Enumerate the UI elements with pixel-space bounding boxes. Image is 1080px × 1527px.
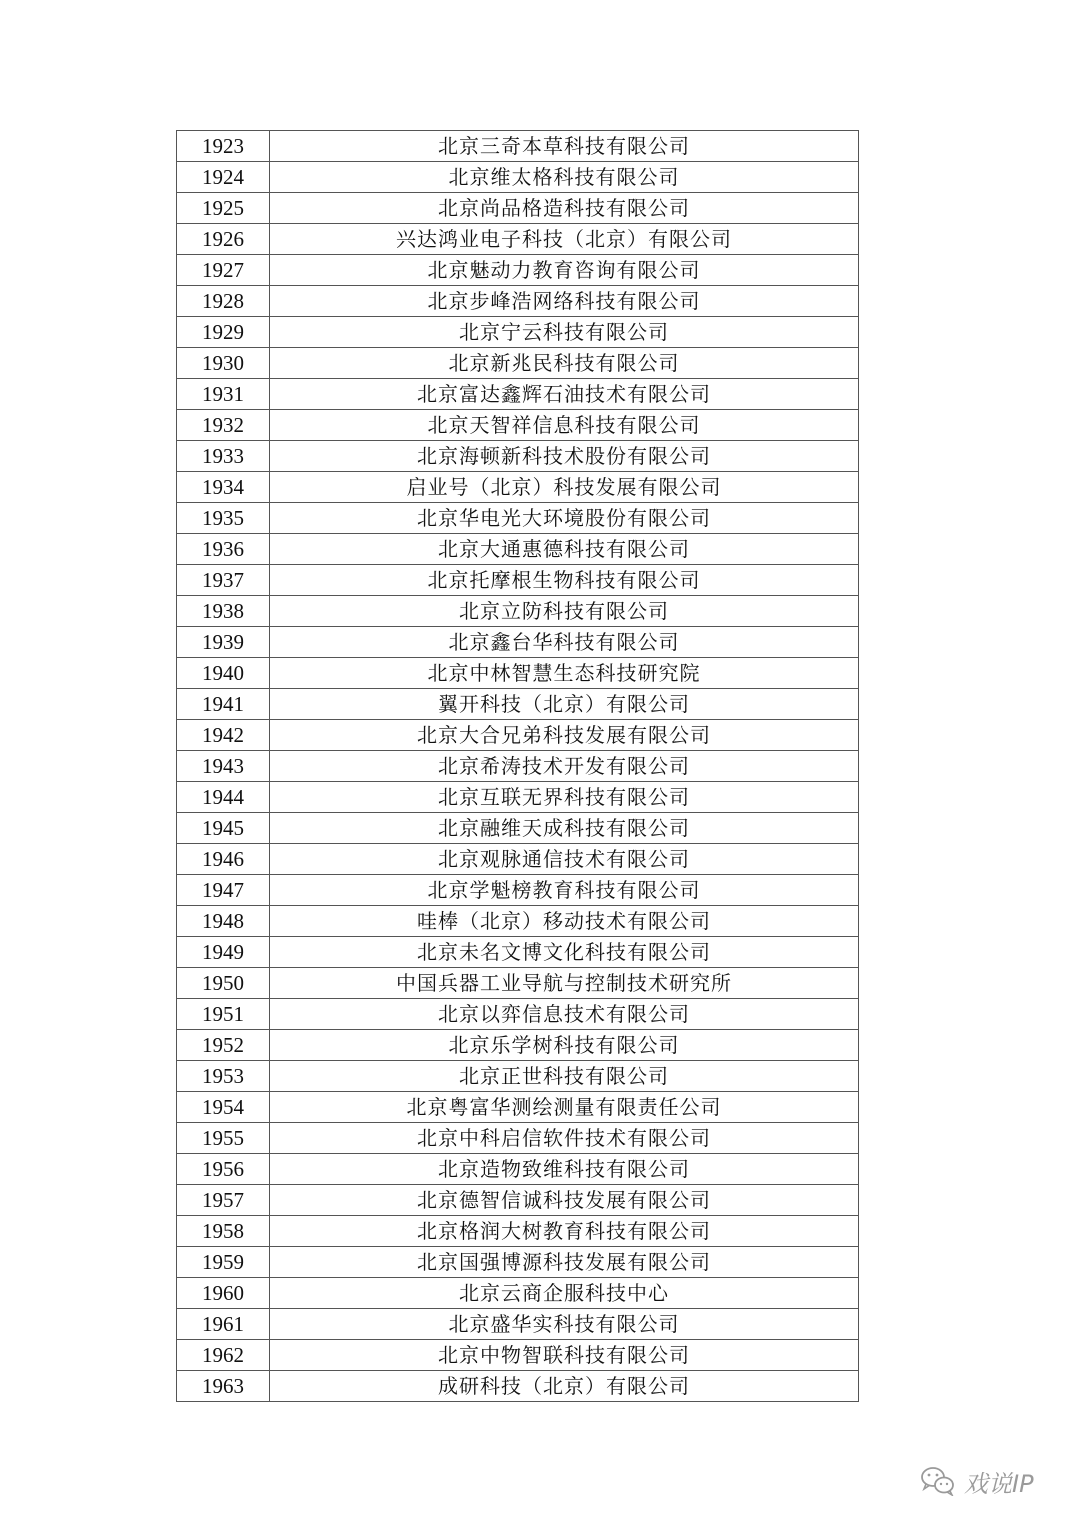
- row-number-cell: 1933: [177, 441, 270, 472]
- table-row: [177, 503, 859, 534]
- table-row: [177, 1247, 859, 1278]
- table-row: [177, 131, 859, 162]
- row-number-cell: 1926: [177, 224, 270, 255]
- table-row: [177, 844, 859, 875]
- company-name-cell: 北京格润大树教育科技有限公司: [270, 1216, 859, 1247]
- company-name-cell: 北京大通惠德科技有限公司: [270, 534, 859, 565]
- row-number-cell: 1942: [177, 720, 270, 751]
- company-name-cell: 北京大合兄弟科技发展有限公司: [270, 720, 859, 751]
- watermark-text: 戏说IP: [964, 1469, 1034, 1498]
- row-number-cell: 1925: [177, 193, 270, 224]
- row-number-cell: 1953: [177, 1061, 270, 1092]
- row-number-cell: 1949: [177, 937, 270, 968]
- table-row: [177, 1278, 859, 1309]
- row-number-cell: 1954: [177, 1092, 270, 1123]
- row-number-cell: 1944: [177, 782, 270, 813]
- table-row: [177, 627, 859, 658]
- company-name-cell: 北京立防科技有限公司: [270, 596, 859, 627]
- row-number-cell: 1937: [177, 565, 270, 596]
- table-row: [177, 1061, 859, 1092]
- row-number-cell: 1956: [177, 1154, 270, 1185]
- row-number-cell: 1959: [177, 1247, 270, 1278]
- table-row: [177, 1092, 859, 1123]
- row-number-cell: 1927: [177, 255, 270, 286]
- table-row: [177, 1185, 859, 1216]
- table-row: [177, 162, 859, 193]
- company-name-cell: 北京鑫台华科技有限公司: [270, 627, 859, 658]
- company-name-cell: 北京国强博源科技发展有限公司: [270, 1247, 859, 1278]
- company-name-cell: 北京造物致维科技有限公司: [270, 1154, 859, 1185]
- row-number-cell: 1941: [177, 689, 270, 720]
- row-number-cell: 1943: [177, 751, 270, 782]
- row-number-cell: 1963: [177, 1371, 270, 1402]
- company-name-cell: 北京天智祥信息科技有限公司: [270, 410, 859, 441]
- company-name-cell: 北京中林智慧生态科技研究院: [270, 658, 859, 689]
- company-name-cell: 北京三奇本草科技有限公司: [270, 131, 859, 162]
- company-name-cell: 北京以弈信息技术有限公司: [270, 999, 859, 1030]
- row-number-cell: 1958: [177, 1216, 270, 1247]
- company-name-cell: 北京海顿新科技术股份有限公司: [270, 441, 859, 472]
- table-row: [177, 1123, 859, 1154]
- company-name-cell: 北京粤富华测绘测量有限责任公司: [270, 1092, 859, 1123]
- row-number-cell: 1950: [177, 968, 270, 999]
- watermark: [920, 1461, 1034, 1501]
- row-number-cell: 1939: [177, 627, 270, 658]
- company-name-cell: 北京宁云科技有限公司: [270, 317, 859, 348]
- row-number-cell: 1946: [177, 844, 270, 875]
- row-number-cell: 1924: [177, 162, 270, 193]
- row-number-cell: 1945: [177, 813, 270, 844]
- table-row: [177, 658, 859, 689]
- table-row: [177, 565, 859, 596]
- row-number-cell: 1928: [177, 286, 270, 317]
- table-row: [177, 813, 859, 844]
- company-name-cell: 北京托摩根生物科技有限公司: [270, 565, 859, 596]
- table-row: [177, 1216, 859, 1247]
- table-row: [177, 441, 859, 472]
- table-row: [177, 348, 859, 379]
- company-name-cell: 北京魅动力教育咨询有限公司: [270, 255, 859, 286]
- company-name-cell: 北京观脉通信技术有限公司: [270, 844, 859, 875]
- table-row: [177, 782, 859, 813]
- company-name-cell: 北京德智信诚科技发展有限公司: [270, 1185, 859, 1216]
- table-row: [177, 224, 859, 255]
- company-name-cell: 北京中科启信软件技术有限公司: [270, 1123, 859, 1154]
- table-row: [177, 875, 859, 906]
- company-name-cell: 北京互联无界科技有限公司: [270, 782, 859, 813]
- row-number-cell: 1955: [177, 1123, 270, 1154]
- table-row: [177, 379, 859, 410]
- company-name-cell: 北京中物智联科技有限公司: [270, 1340, 859, 1371]
- table-row: [177, 255, 859, 286]
- table-row: [177, 472, 859, 503]
- company-name-cell: 北京富达鑫辉石油技术有限公司: [270, 379, 859, 410]
- table-row: [177, 1371, 859, 1402]
- company-name-cell: 中国兵器工业导航与控制技术研究所: [270, 968, 859, 999]
- company-list-table: [176, 130, 859, 1402]
- company-name-cell: 北京维太格科技有限公司: [270, 162, 859, 193]
- company-name-cell: 北京乐学树科技有限公司: [270, 1030, 859, 1061]
- company-name-cell: 北京华电光大环境股份有限公司: [270, 503, 859, 534]
- table-row: [177, 1154, 859, 1185]
- row-number-cell: 1931: [177, 379, 270, 410]
- table-row: [177, 937, 859, 968]
- table-body: [177, 131, 859, 1402]
- row-number-cell: 1932: [177, 410, 270, 441]
- row-number-cell: 1936: [177, 534, 270, 565]
- table-row: [177, 720, 859, 751]
- row-number-cell: 1935: [177, 503, 270, 534]
- company-name-cell: 成研科技（北京）有限公司: [270, 1371, 859, 1402]
- company-name-cell: 北京学魁榜教育科技有限公司: [270, 875, 859, 906]
- table-row: [177, 968, 859, 999]
- row-number-cell: 1957: [177, 1185, 270, 1216]
- company-name-cell: 北京尚品格造科技有限公司: [270, 193, 859, 224]
- company-name-cell: 北京希涛技术开发有限公司: [270, 751, 859, 782]
- table-row: [177, 1309, 859, 1340]
- table-row: [177, 999, 859, 1030]
- row-number-cell: 1938: [177, 596, 270, 627]
- company-name-cell: 北京步峰浩网络科技有限公司: [270, 286, 859, 317]
- company-name-cell: 北京融维天成科技有限公司: [270, 813, 859, 844]
- table-row: [177, 906, 859, 937]
- company-name-cell: 哇棒（北京）移动技术有限公司: [270, 906, 859, 937]
- company-name-cell: 北京正世科技有限公司: [270, 1061, 859, 1092]
- table-row: [177, 1340, 859, 1371]
- table-row: [177, 689, 859, 720]
- table-row: [177, 410, 859, 441]
- company-name-cell: 北京新兆民科技有限公司: [270, 348, 859, 379]
- table-row: [177, 534, 859, 565]
- table-row: [177, 596, 859, 627]
- company-name-cell: 启业号（北京）科技发展有限公司: [270, 472, 859, 503]
- row-number-cell: 1951: [177, 999, 270, 1030]
- company-name-cell: 翼开科技（北京）有限公司: [270, 689, 859, 720]
- company-name-cell: 北京盛华实科技有限公司: [270, 1309, 859, 1340]
- table-row: [177, 317, 859, 348]
- row-number-cell: 1940: [177, 658, 270, 689]
- table-row: [177, 193, 859, 224]
- row-number-cell: 1960: [177, 1278, 270, 1309]
- row-number-cell: 1947: [177, 875, 270, 906]
- table-row: [177, 751, 859, 782]
- row-number-cell: 1948: [177, 906, 270, 937]
- company-name-cell: 北京云商企服科技中心: [270, 1278, 859, 1309]
- row-number-cell: 1962: [177, 1340, 270, 1371]
- row-number-cell: 1929: [177, 317, 270, 348]
- row-number-cell: 1952: [177, 1030, 270, 1061]
- company-name-cell: 北京未名文博文化科技有限公司: [270, 937, 859, 968]
- company-name-cell: 兴达鸿业电子科技（北京）有限公司: [270, 224, 859, 255]
- table-row: [177, 286, 859, 317]
- row-number-cell: 1930: [177, 348, 270, 379]
- row-number-cell: 1934: [177, 472, 270, 503]
- row-number-cell: 1961: [177, 1309, 270, 1340]
- wechat-icon: [920, 1466, 956, 1496]
- table-row: [177, 1030, 859, 1061]
- row-number-cell: 1923: [177, 131, 270, 162]
